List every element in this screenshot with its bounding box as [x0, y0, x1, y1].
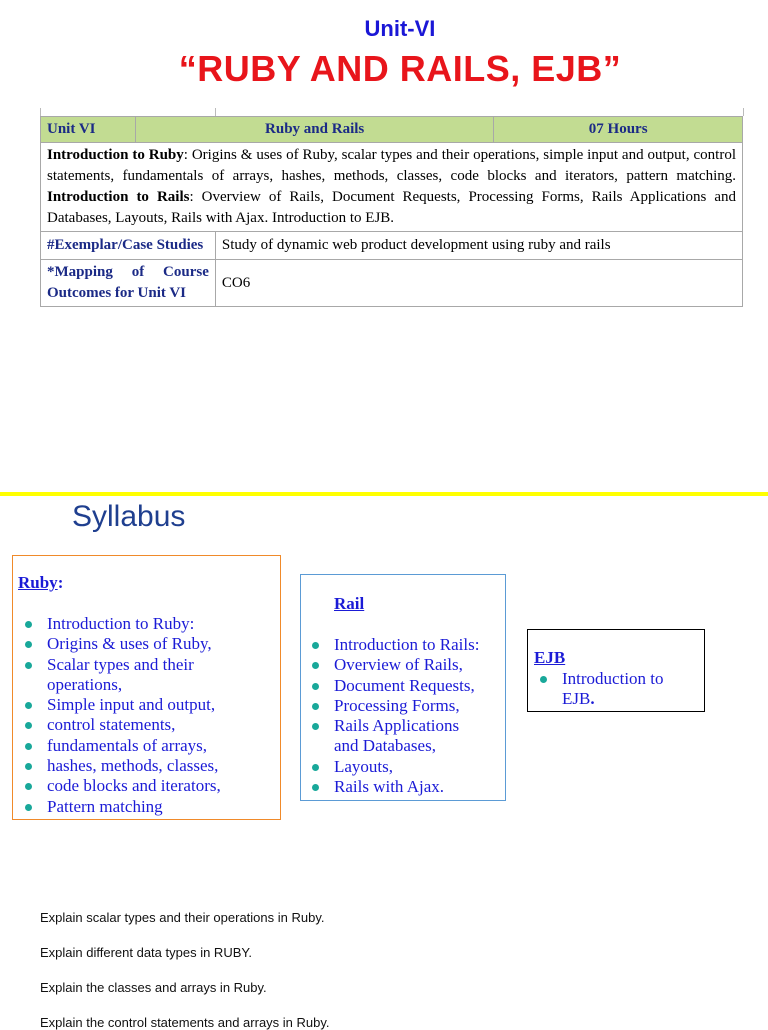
intro-cell: [41, 143, 743, 232]
bullet-icon: [312, 723, 319, 730]
list-item: Introduction to EJB.: [534, 669, 684, 710]
header-topic: Ruby and Rails: [135, 117, 493, 143]
list-item: Scalar types and their operations,: [19, 655, 217, 696]
list-item: Document Requests,: [306, 676, 502, 696]
bullet-icon: [312, 683, 319, 690]
ejb-box: [527, 629, 705, 712]
list-item: Introduction to Ruby:: [19, 614, 259, 634]
question-3: Explain the classes and arrays in Ruby.: [40, 980, 267, 995]
rail-box-title: Rail: [334, 594, 365, 613]
case-value: Study of dynamic web product development using ruby and rails: [215, 232, 742, 260]
bullet-icon: [25, 662, 32, 669]
table-top-edge: [40, 108, 744, 116]
bullet-icon: [25, 804, 32, 811]
header-hours: 07 Hours: [494, 117, 743, 143]
bullet-icon: [25, 783, 32, 790]
unit-title: Unit-VI: [364, 16, 436, 41]
section-separator: [0, 492, 768, 496]
ejb-topic-list: [534, 669, 684, 710]
bullet-icon: [25, 621, 32, 628]
intro-row: [41, 143, 743, 232]
case-row: [41, 232, 743, 260]
list-item: Simple input and output,: [19, 695, 259, 715]
bullet-icon: [25, 722, 32, 729]
ruby-box: [12, 555, 281, 820]
ejb-box-title: EJB: [534, 648, 566, 667]
bullet-icon: [312, 764, 319, 771]
list-item: Pattern matching: [19, 797, 259, 817]
list-item: code blocks and iterators,: [19, 776, 259, 796]
bullet-icon: [540, 676, 547, 683]
list-item: Origins & uses of Ruby,: [19, 634, 259, 654]
bullet-icon: [312, 703, 319, 710]
intro-rails-label: Introduction to Rails: [47, 189, 190, 205]
ruby-topic-list: [19, 614, 259, 817]
question-2: Explain different data types in RUBY.: [40, 945, 252, 960]
ruby-box-title-line: [18, 573, 63, 593]
intro-ruby-text: : Origins & uses of Ruby, scalar types and their operations, simple input and output, control statements, fundamentals of arrays, hashes, methods, classes, code blocks and iterators, pattern matching.: [47, 147, 736, 184]
list-item: Rails with Ajax.: [306, 777, 502, 797]
list-item: Overview of Rails,: [306, 655, 502, 675]
bullet-icon: [312, 784, 319, 791]
question-4: Explain the control statements and arrays in Ruby.: [40, 1015, 330, 1030]
mapping-row: [41, 260, 743, 307]
list-item: hashes, methods, classes,: [19, 756, 259, 776]
rail-box: [300, 574, 506, 801]
mapping-value: CO6: [215, 260, 742, 307]
main-title: “RUBY AND RAILS, EJB”: [178, 48, 622, 89]
case-label: #Exemplar/Case Studies: [41, 232, 216, 260]
list-item: Processing Forms,: [306, 696, 502, 716]
bullet-icon: [25, 641, 32, 648]
syllabus-heading: Syllabus: [72, 500, 186, 533]
bullet-icon: [25, 702, 32, 709]
bullet-icon: [312, 642, 319, 649]
intro-rails-text: : Overview of Rails, Document Requests, Processing Forms, Rails Applications and Databases, Layouts, Rails with Ajax. Introduction to EJB.: [47, 189, 736, 226]
question-1: Explain scalar types and their operations in Ruby.: [40, 910, 325, 925]
table-header-row: [41, 117, 743, 143]
mapping-label: *Mapping of Course Outcomes for Unit VI: [41, 260, 216, 307]
bullet-icon: [312, 662, 319, 669]
bullet-icon: [25, 743, 32, 750]
bullet-icon: [25, 763, 32, 770]
intro-ruby-label: Introduction to Ruby: [47, 147, 184, 163]
ruby-box-title: Ruby: [18, 573, 58, 592]
list-item: Introduction to Rails:: [306, 635, 502, 655]
ruby-box-title-suffix: :: [57, 573, 64, 592]
list-item: fundamentals of arrays,: [19, 736, 259, 756]
list-item: Rails Applications and Databases,: [306, 716, 484, 757]
rail-topic-list: [306, 635, 502, 797]
list-item: Layouts,: [306, 757, 502, 777]
header-unit: Unit VI: [41, 117, 136, 143]
list-item: control statements,: [19, 715, 259, 735]
syllabus-table: [40, 116, 743, 307]
